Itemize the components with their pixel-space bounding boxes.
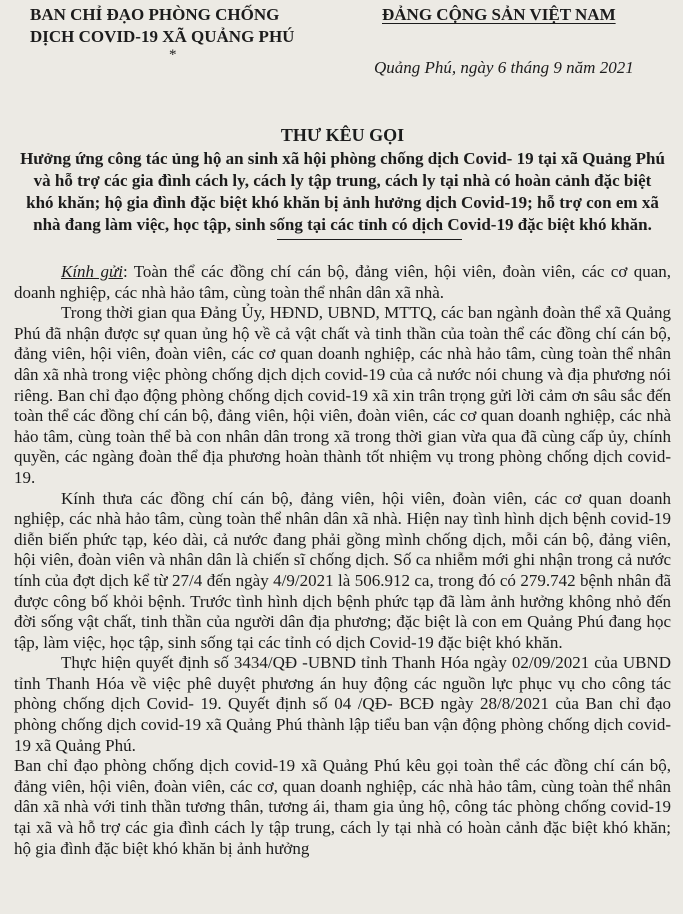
paragraph-2: Kính thưa các đồng chí cán bộ, đảng viên, hội viên, đoàn viên, các cơ quan doanh nghiệp, các nhà hảo tâm, cùng toàn thể nhân dân xã nhà. Hiện nay tình hình dịch bệnh covid-19 diễn biến phức tạp, kéo dài, cả nước đang phải gồng mình chống dịch, mỗi cán bộ, đảng viên, hội viên, đoàn viên và nhân dân là chiến sĩ chống dịch. Số ca nhiễm mới ghi nhận trong cả nước tính của đợt dịch kể từ 27/4 đến ngày 4/9/2021 là 506.912 ca, trong đó có 279.742 bệnh nhân đã được công bố khỏi bệnh. Trước tình hình dịch bệnh phức tạp đã làm ảnh hưởng không nhỏ đến đời sống vật chất, tinh thần của người dân địa phương; đặc biệt là con em Quảng Phú đang học tập, làm việc, học tập, sinh sống tại các tỉnh có dịch Covid-19 đặc biệt khó khăn. [14, 488, 671, 652]
salutation-label: Kính gửi [61, 262, 123, 281]
organization-line-1: BAN CHỈ ĐẠO PHÒNG CHỐNG [30, 5, 280, 24]
organization-line-2: DỊCH COVID-19 XÃ QUẢNG PHÚ [30, 27, 295, 46]
paragraph-3: Thực hiện quyết định số 3434/QĐ -UBND tỉnh Thanh Hóa ngày 02/09/2021 của UBND tỉnh Thanh Hóa về việc phê duyệt phương án huy động các nguồn lực phục vụ cho công tác phòng chống dịch Covid- 19. Quyết định số 04 /QĐ- BCĐ ngày 28/8/2021 của Ban chỉ đạo phòng chống dịch covid-19 xã Quảng Phú thành lập tiểu ban vận động phòng chống dịch covid-19 xã Quảng Phú. [14, 653, 671, 755]
place-and-date: Quảng Phú, ngày 6 tháng 9 năm 2021 [374, 58, 634, 77]
document-body [14, 262, 671, 859]
document-subtitle: Hưởng ứng công tác ủng hộ an sinh xã hội phòng chống dịch Covid- 19 tại xã Quảng Phú và hỗ trợ các gia đình cách ly, cách ly tập trung, cách ly tại nhà có hoàn cảnh đặc biệt khó khăn; hộ gia đình đặc biệt khó khăn bị ảnh hưởng dịch Covid-19; hỗ trợ con em xã nhà đang làm việc, học tập, sinh sống tại các tỉnh có dịch Covid-19 đặc biệt khó khăn. [20, 149, 665, 234]
document-header [14, 0, 671, 77]
party-name: ĐẢNG CỘNG SẢN VIỆT NAM [382, 5, 616, 24]
paragraph-4: Ban chỉ đạo phòng chống dịch covid-19 xã Quảng Phú kêu gọi toàn thể các đồng chí cán bộ, đảng viên, hội viên, đoàn viên, các cơ, quan doanh nghiệp, các nhà hảo tâm, cùng toàn thể nhân dân xã nhà với tinh thần tương thân, tương ái, tham gia ủng hộ, công tác phòng chống covid-19 tại xã và hỗ trợ các gia đình cách ly tập trung, cách ly tại nhà có hoàn cảnh đặc biệt khó khăn; hộ gia đình đặc biệt khó khăn bị ảnh hưởng [14, 756, 671, 858]
header-star: * [169, 47, 177, 63]
subtitle-rule [277, 239, 462, 240]
salutation-recipients: : Toàn thể các đồng chí cán bộ, đảng viên, hội viên, đoàn viên, các cơ quan, doanh nghiệp, các nhà hảo tâm, cùng toàn thể nhân dân xã nhà. [14, 262, 671, 302]
document-title: THƯ KÊU GỌI [280, 125, 405, 145]
paragraph-1: Trong thời gian qua Đảng Ủy, HĐND, UBND, MTTQ, các ban ngành đoàn thể xã Quảng Phú đã nhận được sự quan ủng hộ về cả vật chất và tinh thần của toàn thể các đồng chí cán bộ, đảng viên, hội viên, đoàn viên, các cơ quan doanh nghiệp, các nhà hảo tâm, cùng toàn thể nhân dân xã nhà trong việc phòng chống dịch dịch covid-19 của cả nước nói chung và địa phương nói riêng. Ban chỉ đạo động phòng chống dịch covid-19 xã xin trân trọng gửi lời cảm ơn sâu sắc đến toàn thể các đồng chí cán bộ, đảng viên, hội viên, đoàn viên, các cơ quan doanh nghiệp, các nhà hảo tâm, cùng toàn thể bà con nhân dân trong xã trong thời gian vừa qua đã cùng cấp ủy, chính quyền, các ngàng đoàn thể địa phương hoàn thành tốt nhiệm vụ trong phòng chống dịch covid-19. [14, 303, 671, 487]
salutation [14, 262, 671, 303]
issuing-organization [30, 4, 294, 48]
